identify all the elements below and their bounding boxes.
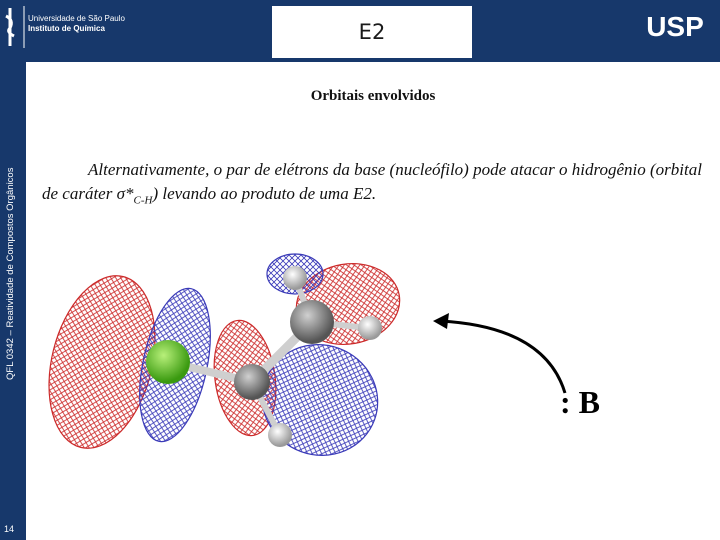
- carbon-atom-2: [290, 300, 334, 344]
- base-label: : B: [560, 384, 600, 420]
- university-name-line1: Universidade de São Paulo: [28, 14, 125, 23]
- hydrogen-atom-2: [358, 316, 382, 340]
- hydrogen-atom-1: [283, 266, 307, 290]
- orbital-lobe-blue-right: [247, 328, 394, 460]
- paragraph-text-2: ) levando ao produto de uma E2.: [152, 184, 377, 203]
- header-bar: [0, 0, 720, 62]
- page-number: 14: [4, 524, 15, 534]
- molecular-orbital-figure: [40, 240, 410, 460]
- university-name: [28, 14, 125, 34]
- course-label: [5, 62, 21, 402]
- section-subtitle: Orbitais envolvidos: [310, 88, 436, 104]
- usp-logo-text: USP: [646, 12, 704, 40]
- slide-title-box: [272, 6, 472, 58]
- paragraph-text-1: Alternativamente, o par de elétrons da base (nucleófilo) pode atacar o hidrogênio (orbital de caráter σ*: [42, 160, 702, 203]
- university-name-line2: Instituto de Química: [28, 24, 105, 33]
- paragraph-subscript: C-H: [133, 194, 153, 207]
- slide-title: E2: [358, 20, 386, 44]
- usp-logo-icon: [642, 12, 708, 40]
- carbon-atom-1: [234, 364, 270, 400]
- chlorine-atom: [146, 340, 190, 384]
- hydrogen-atom-3: [268, 423, 292, 447]
- course-name: QFL 0342 – Reatividade de Compostos Orgânicos: [5, 167, 16, 380]
- body-paragraph: [42, 158, 702, 212]
